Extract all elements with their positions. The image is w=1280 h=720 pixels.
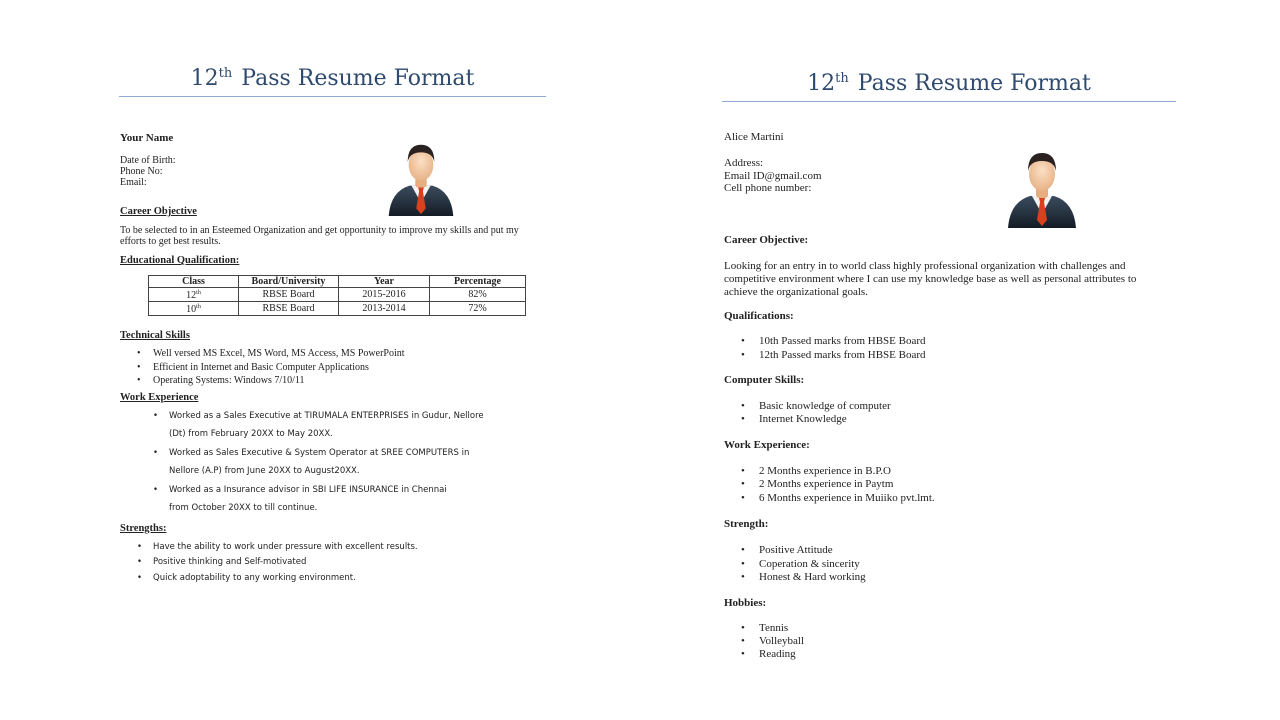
list-item: • Positive thinking and Self-motivated xyxy=(120,555,540,571)
list-item: • 10th Passed marks from HBSE Board xyxy=(724,335,1164,349)
list-item: • Coperation & sincerity xyxy=(724,558,1164,572)
resume-content xyxy=(120,133,540,586)
career-objective-heading: Career Objective xyxy=(120,206,197,217)
email-text: Email ID@gmail.com xyxy=(724,169,822,182)
title-divider xyxy=(722,101,1176,102)
education-heading: Educational Qualification: xyxy=(120,255,240,266)
title-prefix: 12 xyxy=(190,66,219,91)
qualifications-list xyxy=(724,335,1164,362)
strengths-list xyxy=(120,540,540,587)
title-rest: Pass Resume Format xyxy=(850,71,1091,96)
career-objective-heading: Career Objective: xyxy=(724,234,809,247)
phone-label: Phone No: xyxy=(120,166,163,177)
qualifications-heading: Qualifications: xyxy=(724,310,794,323)
table-header: Board/University xyxy=(239,276,339,288)
page-title xyxy=(722,71,1176,96)
list-item: • Internet Knowledge xyxy=(724,413,1164,427)
cell-phone-label: Cell phone number: xyxy=(724,182,812,195)
list-item: • 6 Months experience in Muiiko pvt.lmt. xyxy=(724,492,1164,506)
title-rest: Pass Resume Format xyxy=(234,66,475,91)
list-item: • Well versed MS Excel, MS Word, MS Access, MS PowerPoint xyxy=(120,347,540,361)
hobbies-heading: Hobbies: xyxy=(724,596,767,609)
strengths-heading: Strengths: xyxy=(120,522,167,534)
title-sup: th xyxy=(835,71,849,86)
class-sup: th xyxy=(196,304,201,310)
title-prefix: 12 xyxy=(807,71,836,96)
table-header: Class xyxy=(149,276,239,288)
candidate-name: Alice Martini xyxy=(724,131,784,143)
list-item: • Have the ability to work under pressure with excellent results. xyxy=(120,540,540,556)
resume-content xyxy=(724,131,1164,661)
list-item: • Operating Systems: Windows 7/10/11 xyxy=(120,374,540,388)
list-item: • Efficient in Internet and Basic Computer Applications xyxy=(120,361,540,375)
title-sup: th xyxy=(218,66,233,81)
strength-list xyxy=(724,544,1164,585)
career-objective-text: To be selected to in an Esteemed Organization and get opportunity to improve my skills and put my efforts to get best results. xyxy=(120,225,519,247)
table-cell: 72% xyxy=(430,302,526,316)
list-item: • Worked as a Sales Executive at TIRUMALA ENTERPRISES in Gudur, Nellore (Dt) from February 20XX to May 20XX. xyxy=(120,407,499,444)
list-item: • Worked as Sales Executive & System Operator at SREE COMPUTERS in Nellore (A.P) from June 20XX to August20XX. xyxy=(120,444,499,481)
career-objective-text: Looking for an entry in to world class highly professional organization with challenges and competitive environment where I can use my knowledge base as well as personal attributes to achieve the organizational goals. xyxy=(724,259,1137,298)
list-item: • Tennis xyxy=(724,622,1164,635)
list-item: • 12th Passed marks from HBSE Board xyxy=(724,349,1164,363)
list-item: • Volleyball xyxy=(724,635,1164,648)
hobbies-list xyxy=(724,622,1164,661)
table-cell: 2015-2016 xyxy=(339,288,430,302)
list-item: • Reading xyxy=(724,648,1164,661)
candidate-name: Your Name xyxy=(120,132,174,144)
work-experience-list xyxy=(724,465,1164,506)
table-cell: 2013-2014 xyxy=(339,302,430,316)
table-header: Year xyxy=(339,276,430,288)
list-item: • 2 Months experience in Paytm xyxy=(724,478,1164,492)
page-title xyxy=(119,66,546,91)
work-experience-heading: Work Experience: xyxy=(724,438,810,451)
technical-skills-list xyxy=(120,347,540,388)
computer-skills-heading: Computer Skills: xyxy=(724,374,805,387)
work-experience-list xyxy=(120,407,540,518)
table-cell: 82% xyxy=(430,288,526,302)
list-item: • Worked as a Insurance advisor in SBI LIFE INSURANCE in Chennai from October 20XX to till continue. xyxy=(120,481,469,518)
education-table xyxy=(148,275,526,316)
class-number: 12 xyxy=(186,290,197,301)
list-item: • Basic knowledge of computer xyxy=(724,400,1164,414)
title-divider xyxy=(119,96,546,97)
list-item: • Positive Attitude xyxy=(724,544,1164,558)
list-item: • Honest & Hard working xyxy=(724,571,1164,585)
resume-page-right xyxy=(640,0,1280,720)
work-experience-heading: Work Experience xyxy=(120,391,199,403)
table-row xyxy=(149,288,526,302)
table-cell xyxy=(149,302,239,316)
class-sup: th xyxy=(196,290,201,296)
table-cell xyxy=(149,288,239,302)
dob-label: Date of Birth: xyxy=(120,155,176,166)
strength-heading: Strength: xyxy=(724,518,769,531)
table-cell: RBSE Board xyxy=(239,302,339,316)
table-row xyxy=(149,302,526,316)
list-item: • Quick adoptability to any working environment. xyxy=(120,571,540,587)
technical-skills-heading: Technical Skills xyxy=(120,330,190,341)
table-header: Percentage xyxy=(430,276,526,288)
class-number: 10 xyxy=(186,304,197,315)
list-item: • 2 Months experience in B.P.O xyxy=(724,465,1164,479)
address-label: Address: xyxy=(724,156,764,169)
email-label: Email: xyxy=(120,177,147,188)
table-cell: RBSE Board xyxy=(239,288,339,302)
table-header-row xyxy=(149,276,526,288)
computer-skills-list xyxy=(724,400,1164,427)
